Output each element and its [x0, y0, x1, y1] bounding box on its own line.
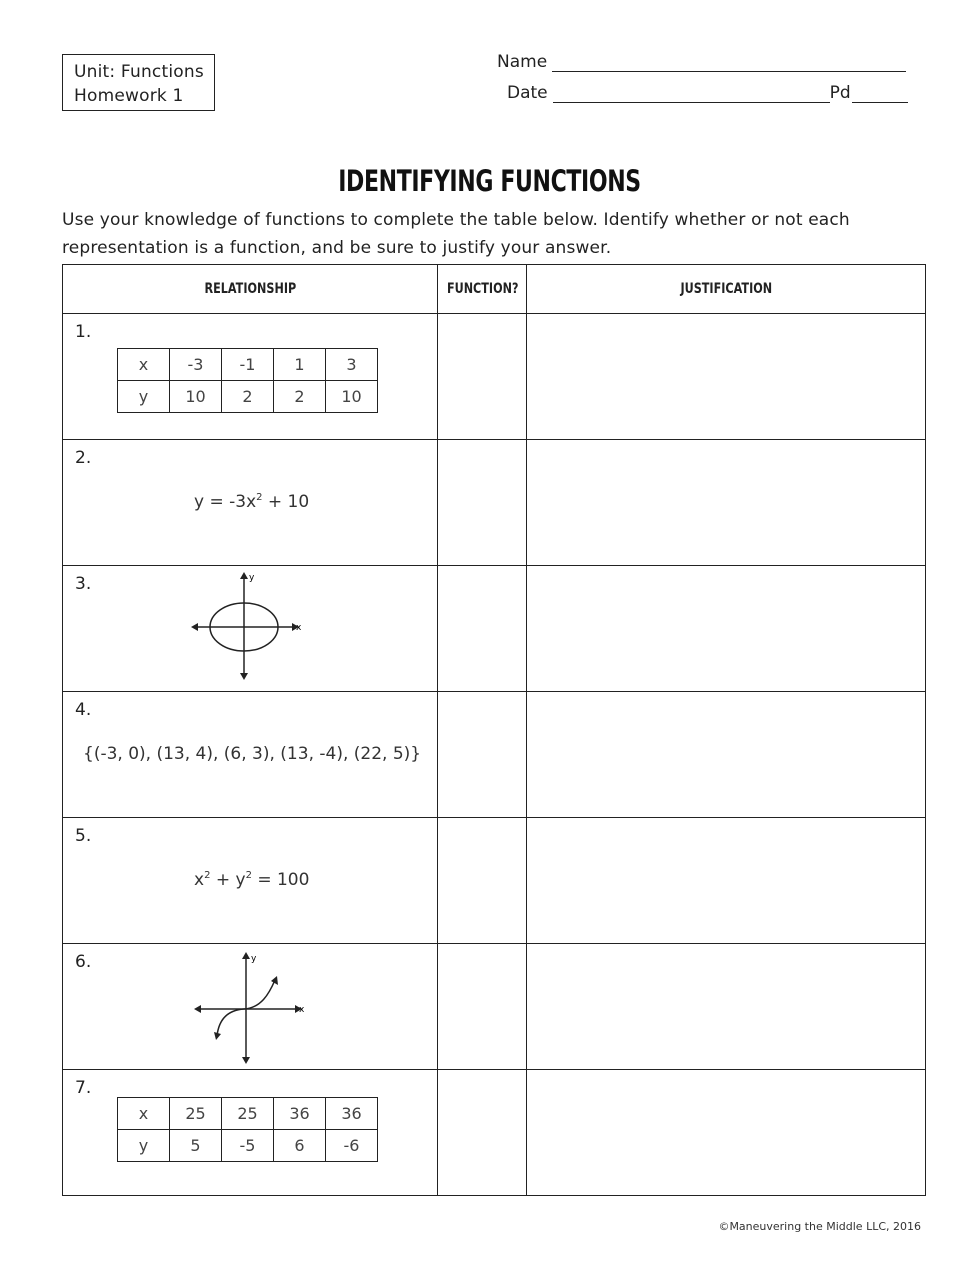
function-answer-cell[interactable] — [438, 944, 527, 1070]
name-blank[interactable] — [552, 54, 906, 72]
table-cell: -1 — [222, 349, 274, 381]
function-answer-cell[interactable] — [438, 1070, 527, 1196]
xy-table — [117, 348, 378, 413]
unit-info-box — [62, 54, 215, 111]
table-cell: 36 — [326, 1098, 378, 1130]
item-number: 7. — [75, 1078, 92, 1098]
relationship-cell — [63, 1070, 438, 1196]
date-field-row — [507, 83, 908, 103]
unit-label: Unit: Functions — [74, 62, 204, 82]
table-cell: 2 — [274, 381, 326, 413]
relationship-cell — [63, 944, 438, 1070]
table-cell: 3 — [326, 349, 378, 381]
function-answer-cell[interactable] — [438, 440, 527, 566]
header-justification: JUSTIFICATION — [527, 265, 926, 314]
table-row — [63, 314, 926, 440]
function-answer-cell[interactable] — [438, 818, 527, 944]
period-blank[interactable] — [852, 85, 908, 103]
table-cell: -5 — [222, 1130, 274, 1162]
table-row — [63, 818, 926, 944]
functions-table — [62, 264, 926, 1196]
relationship-cell — [63, 818, 438, 944]
justification-answer-cell[interactable] — [527, 440, 926, 566]
function-answer-cell[interactable] — [438, 566, 527, 692]
svg-text:x: x — [296, 623, 302, 633]
circle-equation: $x^2 + y^2 = 100$ — [194, 870, 310, 890]
justification-answer-cell[interactable] — [527, 1070, 926, 1196]
table-cell: x — [118, 1098, 170, 1130]
relationship-cell — [63, 692, 438, 818]
name-label: Name — [497, 52, 548, 72]
item-number: 1. — [75, 322, 92, 342]
justification-answer-cell[interactable] — [527, 944, 926, 1070]
relationship-cell — [63, 440, 438, 566]
instructions: Use your knowledge of functions to complete the table below. Identify whether or not each representation is a function, and be sure to justify your answer. — [62, 210, 850, 258]
table-cell: y — [118, 381, 170, 413]
table-row — [63, 1070, 926, 1196]
table-cell: 2 — [222, 381, 274, 413]
name-field-row — [497, 52, 906, 72]
table-cell: 10 — [326, 381, 378, 413]
table-cell: 10 — [170, 381, 222, 413]
xy-table — [117, 1097, 378, 1162]
relationship-cell — [63, 566, 438, 692]
item-number: 3. — [75, 574, 92, 594]
header-function: FUNCTION? — [438, 265, 527, 314]
page-title: IDENTIFYING FUNCTIONS — [338, 164, 641, 198]
table-cell: y — [118, 1130, 170, 1162]
svg-text:x: x — [299, 1005, 305, 1015]
table-cell: 36 — [274, 1098, 326, 1130]
relationship-cell — [63, 314, 438, 440]
item-number: 2. — [75, 448, 92, 468]
item-number: 5. — [75, 826, 92, 846]
justification-answer-cell[interactable] — [527, 818, 926, 944]
function-answer-cell[interactable] — [438, 314, 527, 440]
table-row — [63, 944, 926, 1070]
table-row — [63, 692, 926, 818]
svg-text:y: y — [251, 954, 257, 964]
date-blank[interactable] — [553, 85, 830, 103]
table-cell: 25 — [170, 1098, 222, 1130]
header-relationship: RELATIONSHIP — [63, 265, 438, 314]
ellipse-graph-icon — [187, 568, 307, 682]
function-answer-cell[interactable] — [438, 692, 527, 818]
table-cell: -3 — [170, 349, 222, 381]
homework-label: Homework 1 — [74, 86, 184, 106]
table-row — [63, 566, 926, 692]
justification-answer-cell[interactable] — [527, 314, 926, 440]
justification-answer-cell[interactable] — [527, 692, 926, 818]
svg-text:y: y — [249, 573, 255, 583]
table-cell: 25 — [222, 1098, 274, 1130]
cubic-curve-graph-icon — [189, 948, 309, 1066]
table-cell: 6 — [274, 1130, 326, 1162]
justification-answer-cell[interactable] — [527, 566, 926, 692]
date-label: Date — [507, 83, 548, 103]
table-header-row — [63, 265, 926, 314]
table-cell: -6 — [326, 1130, 378, 1162]
table-row — [63, 440, 926, 566]
copyright-notice: ©Maneuvering the Middle LLC, 2016 — [718, 1220, 921, 1233]
table-cell: 5 — [170, 1130, 222, 1162]
period-label: Pd — [829, 83, 851, 103]
ordered-pair-set: {(-3, 0), (13, 4), (6, 3), (13, -4), (22, 5)} — [83, 744, 422, 764]
table-cell: x — [118, 349, 170, 381]
quadratic-equation: $y = -3x^2 + 10$ — [194, 492, 310, 512]
item-number: 6. — [75, 952, 92, 972]
table-cell: 1 — [274, 349, 326, 381]
item-number: 4. — [75, 700, 92, 720]
